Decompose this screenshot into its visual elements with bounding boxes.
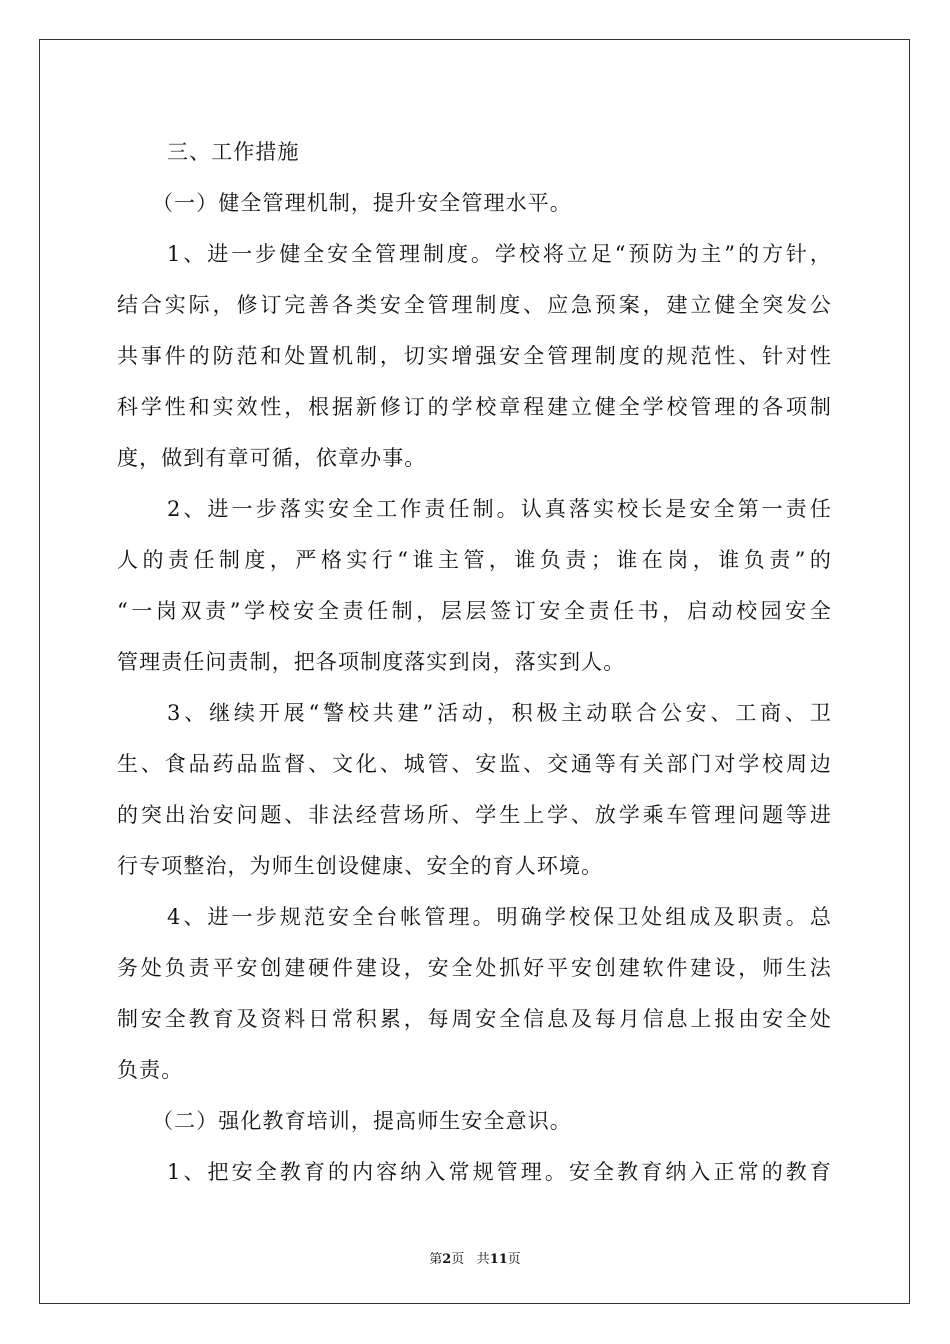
paragraph-line: 2、进一步落实安全工作责任制。认真落实校长是安全第一责任: [167, 497, 832, 521]
paragraph-line: 3、继续开展“警校共建”活动，积极主动联合公安、工商、卫: [167, 701, 832, 725]
paragraph-line: 结合实际，修订完善各类安全管理制度、应急预案，建立健全突发公: [117, 293, 832, 317]
paragraph-line: 科学性和实效性，根据新修订的学校章程建立健全学校管理的各项制: [117, 395, 832, 419]
footer-total-suffix: 页: [507, 1252, 521, 1267]
section-heading: 三、工作措施: [167, 140, 300, 164]
page-number: 2: [442, 1252, 452, 1267]
paragraph-line: 的突出治安问题、非法经营场所、学生上学、放学乘车管理问题等进: [117, 803, 832, 827]
total-pages: 11: [489, 1252, 508, 1267]
document-body: [117, 132, 832, 1203]
paragraph-line: 1、进一步健全安全管理制度。学校将立足“预防为主”的方针，: [167, 242, 832, 266]
footer-prefix: 第: [429, 1252, 443, 1267]
paragraph-line: 管理责任问责制，把各项制度落实到岗，落实到人。: [117, 650, 626, 674]
paragraph-line: 度，做到有章可循，依章办事。: [117, 446, 427, 470]
paragraph-line: 行专项整治，为师生创设健康、安全的育人环境。: [117, 854, 604, 878]
paragraph-line: 制安全教育及资料日常积累，每周安全信息及每月信息上报由安全处: [117, 1007, 832, 1031]
footer-total-prefix: 共: [476, 1252, 490, 1267]
paragraph-line: 务处负责平安创建硬件建设，安全处抓好平安创建软件建设，师生法: [117, 956, 832, 980]
paragraph-line: “一岗双责”学校安全责任制，层层签订安全责任书，启动校园安全: [117, 599, 832, 623]
footer-page-suffix: 页: [451, 1252, 465, 1267]
subsection-heading: （一）健全管理机制，提升安全管理水平。: [152, 191, 572, 215]
subsection-heading: （二）强化教育培训，提高师生安全意识。: [152, 1109, 572, 1133]
paragraph-line: 生、食品药品监督、文化、城管、安监、交通等有关部门对学校周边: [117, 752, 832, 776]
paragraph-line: 4、进一步规范安全台帐管理。明确学校保卫处组成及职责。总: [167, 905, 832, 929]
paragraph-line: 1、把安全教育的内容纳入常规管理。安全教育纳入正常的教育: [167, 1160, 832, 1184]
paragraph-line: 负责。: [117, 1058, 184, 1082]
page-footer: [0, 1248, 950, 1267]
paragraph-line: 人的责任制度，严格实行“谁主管，谁负责；谁在岗，谁负责”的: [117, 548, 832, 572]
paragraph-line: 共事件的防范和处置机制，切实增强安全管理制度的规范性、针对性: [117, 344, 832, 368]
